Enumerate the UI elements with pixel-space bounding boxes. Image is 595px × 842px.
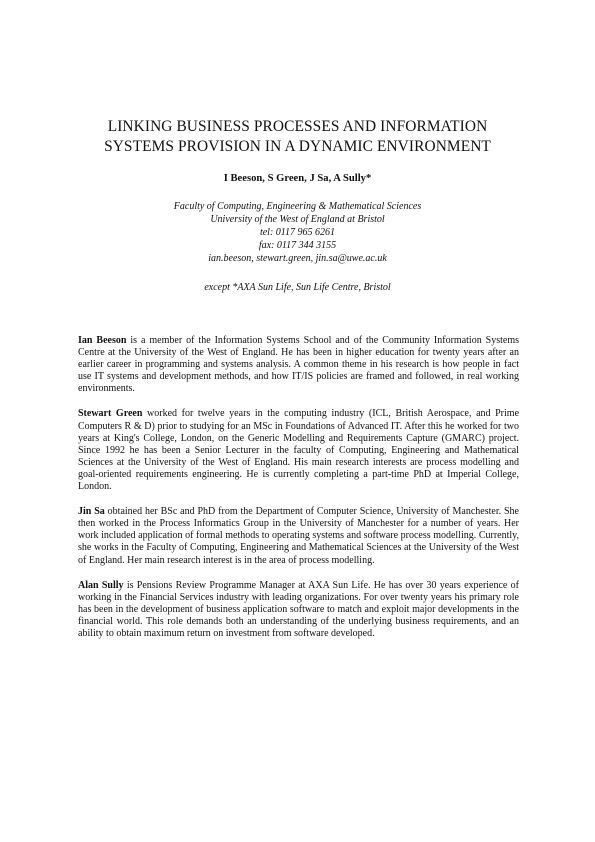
affiliation-faculty: Faculty of Computing, Engineering & Mathematical Sciences <box>173 201 422 212</box>
bio-paragraph-alan-sully <box>78 580 519 640</box>
affiliation-fax: fax: 0117 344 3155 <box>258 240 337 251</box>
author-list: I Beeson, S Green, J Sa, A Sully* <box>223 173 372 184</box>
affiliation-telephone: tel: 0117 965 6261 <box>259 227 336 238</box>
bio-text: is a member of the Information Systems School and of the Community Information Systems Centre at the University of the West of England. He has been in higher education for twenty years after an earlier career in programming and systems analysis. A common theme in his research is how people in fact use IT systems and development methods, and how IT/IS policies are framed and followed, in real working environments. <box>78 335 519 395</box>
bio-paragraph-stewart-green <box>78 408 519 493</box>
paper-title-line-1: LINKING BUSINESS PROCESSES AND INFORMATION <box>107 118 488 135</box>
bio-text: obtained her BSc and PhD from the Department of Computer Science, University of Manchester. She then worked in the Process Informatics Group in the University of Manchester for a number of years. Her work included application of formal methods to operating systems and software process modelling. Currently, she works in the Faculty of Computing, Engineering and Mathematical Sciences at the University of the West of England. Her main research interest is in the area of process modelling. <box>78 506 519 566</box>
bio-paragraph-jin-sa <box>78 506 519 566</box>
bio-paragraph-ian-beeson <box>78 335 519 395</box>
bio-name: Ian Beeson <box>78 335 127 346</box>
affiliation-block <box>60 200 535 265</box>
affiliation-university: University of the West of England at Bristol <box>210 214 385 225</box>
affiliation-emails: ian.beeson, stewart.green, jin.sa@uwe.ac.uk <box>208 253 387 264</box>
affiliation-exception: except *AXA Sun Life, Sun Life Centre, Bristol <box>204 282 391 293</box>
bio-name: Stewart Green <box>78 408 143 420</box>
bio-name: Alan Sully <box>78 579 124 591</box>
bio-text: worked for twelve years in the computing industry (ICL, British Aerospace, and Prime Computers R & D) prior to studying for an MSc in Foundations of Advanced IT. After this he worked for two years at King's College, London, on the Generic Modelling and Requirements Capture (GMARC) project. Since 1992 he has been a Senior Lecturer in the faculty of Computing, Engineering and Mathematical Sciences at the University of the West of England. His main research interests are process modelling and goal-oriented requirements engineering. He is currently completing a part-time PhD at Imperial College, London. <box>78 408 520 493</box>
author-biographies <box>78 335 519 653</box>
bio-name: Jin Sa <box>78 506 105 518</box>
paper-title <box>60 117 535 157</box>
paper-title-line-2: SYSTEMS PROVISION IN A DYNAMIC ENVIRONMENT <box>104 138 491 155</box>
bio-text: is Pensions Review Programme Manager at AXA Sun Life. He has over 30 years experience of working in the Financial Services industry with leading organizations. For over twenty years his primary role has been in the development of business application software to match and exploit major developments in the financial world. This role demands both an understanding of the underlying business requirements, and an ability to obtain maximum return on investment from software developed. <box>78 579 519 639</box>
